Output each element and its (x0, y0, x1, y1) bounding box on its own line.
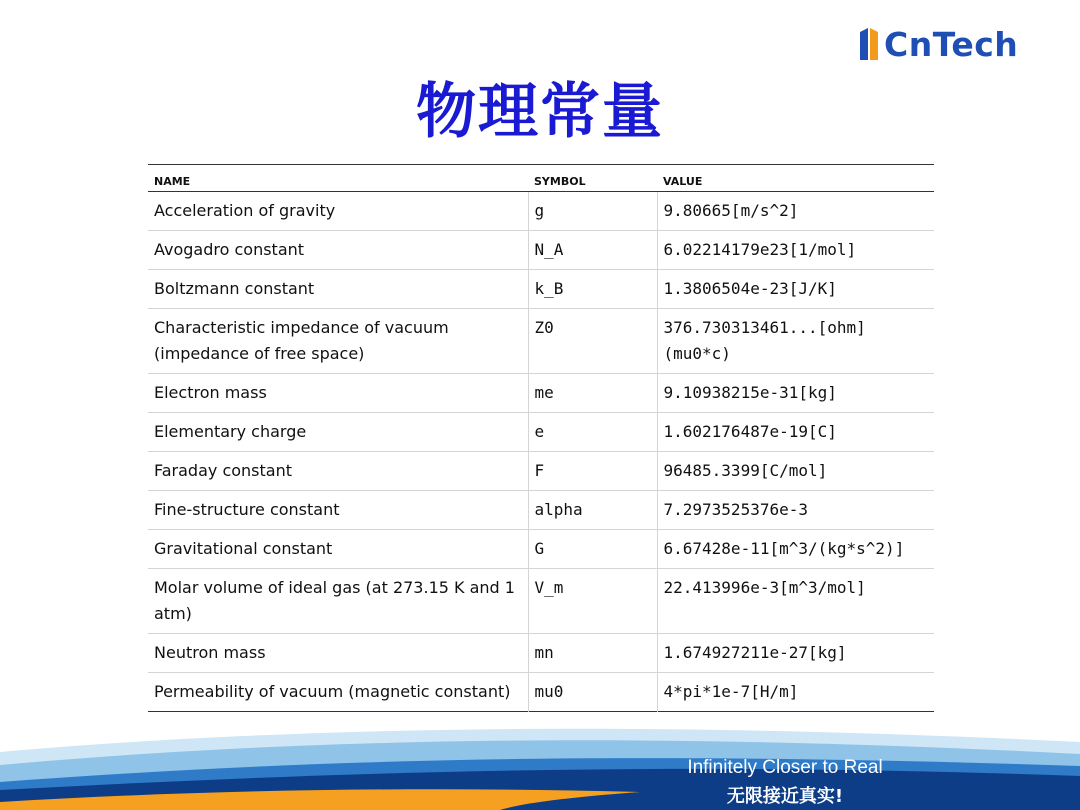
table-row (148, 634, 934, 673)
constant-name: Electron mass (148, 374, 528, 413)
table-row (148, 192, 934, 231)
constant-symbol: k_B (528, 270, 657, 309)
constant-value: 4*pi*1e-7[H/m] (657, 673, 934, 712)
constant-symbol: mu0 (528, 673, 657, 712)
table-row (148, 452, 934, 491)
table-row (148, 270, 934, 309)
constant-value: 9.80665[m/s^2] (657, 192, 934, 231)
constant-value: 1.674927211e-27[kg] (657, 634, 934, 673)
constant-name: Characteristic impedance of vacuum (impedance of free space) (148, 309, 528, 374)
slogan-english: Infinitely Closer to Real (687, 757, 883, 778)
constant-symbol: Z0 (528, 309, 657, 374)
header-name: NAME (148, 165, 528, 192)
table-row (148, 569, 934, 634)
table-row (148, 413, 934, 452)
constant-value: 7.2973525376e-3 (657, 491, 934, 530)
constant-symbol: alpha (528, 491, 657, 530)
constant-symbol: me (528, 374, 657, 413)
constant-name: Molar volume of ideal gas (at 273.15 K and 1 atm) (148, 569, 528, 634)
constant-name: Acceleration of gravity (148, 192, 528, 231)
constant-value: 1.3806504e-23[J/K] (657, 270, 934, 309)
constant-value: 6.02214179e23[1/mol] (657, 231, 934, 270)
constant-value: 1.602176487e-19[C] (657, 413, 934, 452)
header-value: VALUE (657, 165, 934, 192)
constant-symbol: V_m (528, 569, 657, 634)
constant-name: Boltzmann constant (148, 270, 528, 309)
constant-name: Avogadro constant (148, 231, 528, 270)
table-row (148, 309, 934, 374)
constant-symbol: e (528, 413, 657, 452)
constant-symbol: N_A (528, 231, 657, 270)
header-symbol: SYMBOL (528, 165, 657, 192)
table-header-row (148, 165, 934, 192)
page-title: 物理常量 (416, 77, 664, 147)
constant-value: 96485.3399[C/mol] (657, 452, 934, 491)
slogan-chinese: 无限接近真实! (726, 786, 844, 807)
cntech-logo-mark-icon (858, 26, 880, 62)
table-row (148, 231, 934, 270)
logo-text: CnTech (884, 24, 1019, 64)
constant-symbol: g (528, 192, 657, 231)
constant-name: Elementary charge (148, 413, 528, 452)
constant-value: 376.730313461...[ohm] (mu0*c) (657, 309, 934, 374)
constant-name: Permeability of vacuum (magnetic constant) (154, 682, 511, 701)
table-row (148, 491, 934, 530)
constant-name: Neutron mass (148, 634, 528, 673)
cntech-logo (858, 24, 1018, 64)
constants-table (148, 164, 934, 712)
constant-symbol: mn (528, 634, 657, 673)
table-row (148, 374, 934, 413)
constant-value: 22.413996e-3[m^3/mol] (657, 569, 934, 634)
constant-symbol: G (528, 530, 657, 569)
constant-name: Faraday constant (148, 452, 528, 491)
constant-name: Gravitational constant (148, 530, 528, 569)
constant-symbol: F (528, 452, 657, 491)
constant-name: Fine-structure constant (148, 491, 528, 530)
constant-value: 6.67428e-11[m^3/(kg*s^2)] (657, 530, 934, 569)
table-row (148, 530, 934, 569)
constant-value: 9.10938215e-31[kg] (657, 374, 934, 413)
